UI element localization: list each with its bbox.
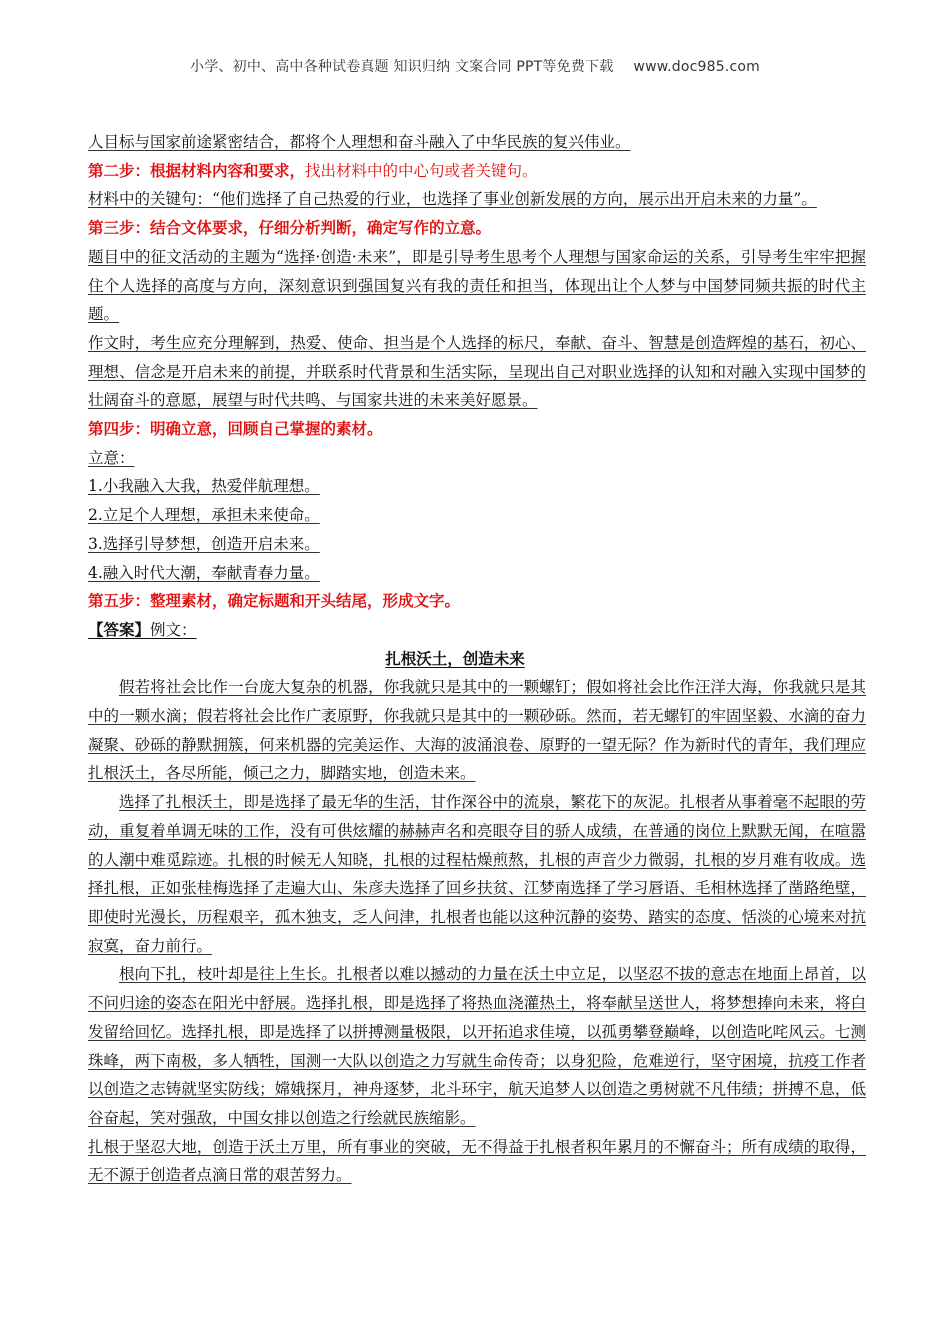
step-4-heading: 第四步：明确立意，回顾自己掌握的素材。: [88, 419, 383, 439]
writing-guide-paragraph: 作文时，考生应充分理解到，热爱、使命、担当是个人选择的标尺，奉献、奋斗、智慧是创造辉煌的基石，初心、理想、信念是开启未来的前提，并联系时代背景和生活实际，呈现出自己对职业选择的认知和对融入实现中国梦的壮阔奋斗的意愿，展望与时代共鸣、与国家共进的未来美好愿景。: [88, 333, 866, 410]
idea-item: 2.立足个人理想，承担未来使命。: [88, 506, 320, 525]
key-sentence-paragraph: 材料中的关键句：“他们选择了自己热爱的行业，也选择了事业创新发展的方向，展示出开启未来的力量”。: [88, 190, 817, 209]
page-header: [0, 56, 950, 76]
idea-item: 1.小我融入大我，热爱伴航理想。: [88, 477, 320, 496]
step-2-plain: 找出材料中的中心句或者关键句。: [305, 161, 538, 180]
essay-paragraph: 假若将社会比作一台庞大复杂的机器，你我就只是其中的一颗螺钉；假如将社会比作汪洋大海，你我就只是其中的一颗水滴；假若将社会比作广袤原野，你我就只是其中的一颗砂砾。然而，若无螺钉的牢固坚毅、水滴的奋力凝聚、砂砾的静默拥簇，何来机器的完美运作、大海的波涌浪卷、原野的一望无际？作为新时代的青年，我们理应扎根沃土，各尽所能，倾己之力，脚踏实地，创造未来。: [88, 678, 866, 783]
essay-paragraph: 根向下扎，枝叶却是往上生长。扎根者以难以撼动的力量在沃土中立足，以坚忍不拔的意志在地面上昂首，以不问归途的姿态在阳光中舒展。选择扎根，即是选择了将热血浇灌热土，将奉献呈送世人，将梦想捧向未来，将白发留给回忆。选择扎根，即是选择了以拼搏测量极限，以开拓追求佳境，以孤勇攀登巅峰，以创造叱咤风云。七测珠峰，两下南极，多人牺牲，国测一大队以创造之力写就生命传奇；以身犯险，危难逆行，坚守困境，抗疫工作者以创造之志铸就坚实防线；嫦娥探月，神舟逐梦，北斗环宇，航天追梦人以创造之勇树就不凡伟绩；拼搏不息，低谷奋起，笑对强敌，中国女排以创造之行绘就民族缩影。: [88, 965, 866, 1127]
essay-paragraph: 选择了扎根沃土，即是选择了最无华的生活，甘作深谷中的流泉，繁花下的灰泥。扎根者从事着毫不起眼的劳动，重复着单调无味的工作，没有可供炫耀的赫赫声名和亮眼夺目的骄人成绩，在普通的岗位上默默无闻，在喧嚣的人潮中难觅踪迹。扎根的时候无人知晓，扎根的过程枯燥煎熬，扎根的声音少力微弱，扎根的岁月难有收成。选择扎根，正如张桂梅选择了走遍大山、朱彦夫选择了回乡扶贫、江梦南选择了学习唇语、毛相林选择了凿路绝壁，即使时光漫长，历程艰辛，孤木独支，乏人问津，扎根者也能以这种沉静的姿势、踏实的态度、恬淡的心境来对抗寂寞，奋力前行。: [88, 793, 866, 955]
idea-item: 3.选择引导梦想，创造开启未来。: [88, 534, 320, 553]
theme-paragraph: 题目中的征文活动的主题为“选择·创造·未来”，即是引导考生思考个人理想与国家命运的关系，引导考生牢牢把握住个人选择的高度与方向，深刻意识到强国复兴有我的责任和担当，体现出让个人梦与中国梦同频共振的时代主题。: [88, 247, 866, 324]
step-3-heading: 第三步：结合文体要求，仔细分析判断，确定写作的立意。: [88, 218, 492, 238]
idea-item: 4.融入时代大潮，奉献青春力量。: [88, 563, 320, 582]
step-2-bold: 第二步：根据材料内容和要求，: [88, 160, 306, 180]
answer-plain: 例文：: [150, 620, 197, 639]
essay-title: 扎根沃土，创造未来: [385, 648, 525, 668]
step-5-heading: 第五步：整理素材，确定标题和开头结尾，形成文字。: [88, 591, 461, 611]
step-2-heading: [88, 157, 866, 186]
header-text: 小学、初中、高中各种试卷真题 知识归纳 文案合同 PPT等免费下载: [190, 59, 614, 75]
essay-paragraph: 扎根于坚忍大地，创造于沃土万里，所有事业的突破，无不得益于扎根者积年累月的不懈奋斗；所有成绩的取得，无不源于创造者点滴日常的艰苦努力。: [88, 1137, 866, 1185]
answer-bold: 【答案】: [88, 619, 151, 639]
document-body: [88, 128, 866, 1190]
ideas-label: 立意：: [88, 448, 135, 467]
header-site[interactable]: www.doc985.com: [633, 59, 760, 75]
answer-label: [88, 616, 866, 645]
paragraph-1: 人目标与国家前途紧密结合，都将个人理想和奋斗融入了中华民族的复兴伟业。: [88, 133, 631, 151]
